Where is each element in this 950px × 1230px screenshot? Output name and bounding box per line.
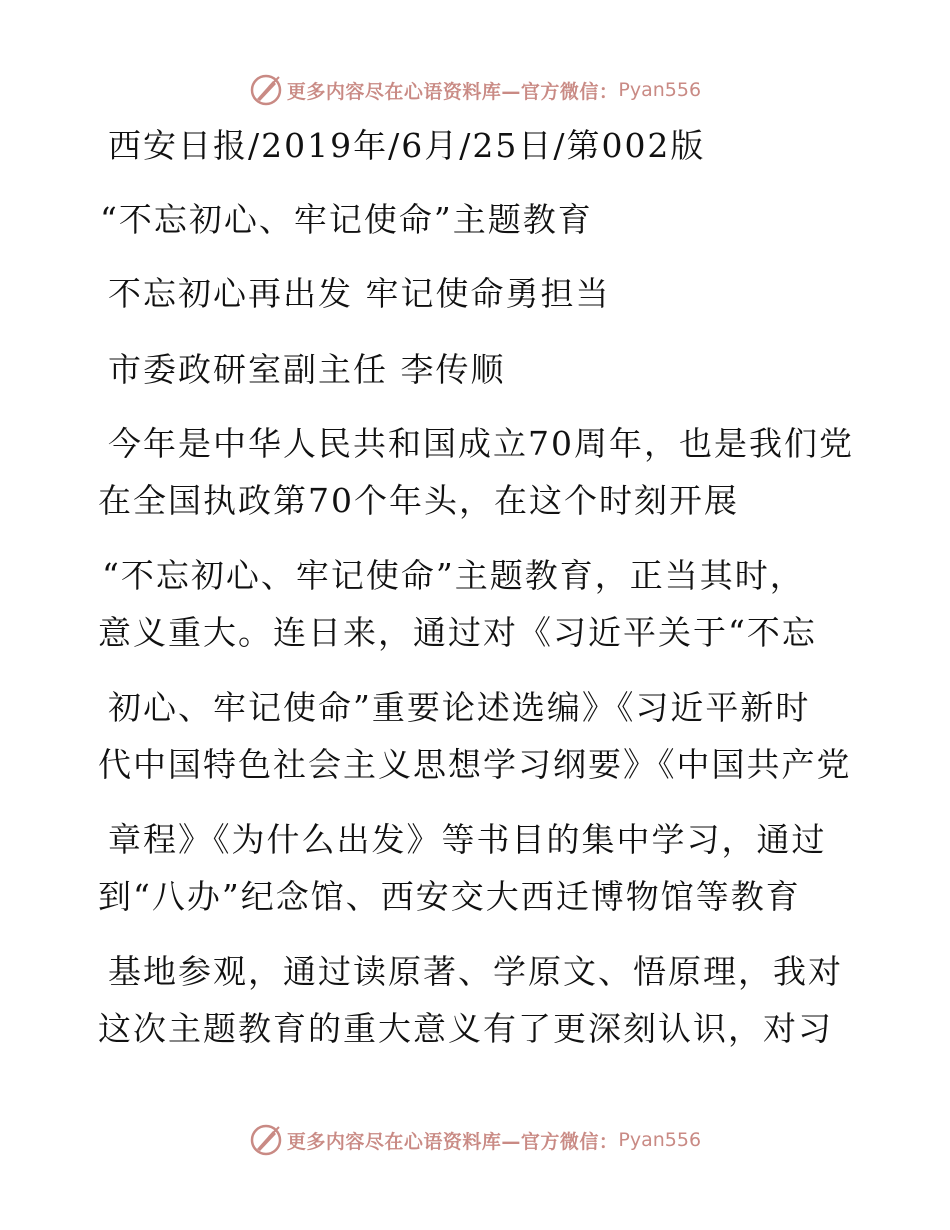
body-line: 基地参观，通过读原著、学原文、悟原理，我对 bbox=[108, 952, 843, 991]
body-line: 代中国特色社会主义思想学习纲要》《中国共产党 bbox=[98, 745, 852, 784]
body-line: “不忘初心、牢记使命”主题教育，正当其时， bbox=[102, 556, 805, 595]
body-line: 今年是中华人民共和国成立70周年，也是我们党 bbox=[108, 424, 854, 463]
quill-pen-circle-icon bbox=[249, 73, 283, 107]
body-line: 章程》《为什么出发》等书目的集中学习，通过 bbox=[108, 820, 827, 859]
body-line: 意义重大。连日来，通过对《习近平关于“不忘 bbox=[98, 613, 817, 652]
newspaper-source-line: 西安日报/2019年/6月/25日/第002版 bbox=[108, 126, 706, 165]
watermark-header bbox=[0, 70, 950, 110]
body-line: 到“八办”纪念馆、西安交大西迁博物馆等教育 bbox=[98, 877, 801, 916]
watermark-wechat-id: Pyan556 bbox=[618, 1129, 702, 1151]
watermark-text: 更多内容尽在心语资料库—官方微信： bbox=[286, 80, 619, 103]
column-title: “不忘初心、牢记使命”主题教育 bbox=[100, 200, 593, 239]
watermark-footer bbox=[0, 1120, 950, 1160]
article-headline: 不忘初心再出发 牢记使命勇担当 bbox=[108, 274, 611, 313]
body-line: 在全国执政第70个年头，在这个时刻开展 bbox=[98, 481, 739, 520]
article-author: 市委政研室副主任 李传顺 bbox=[108, 350, 506, 389]
body-line: 这次主题教育的重大意义有了更深刻认识，对习 bbox=[98, 1009, 833, 1048]
watermark-wechat-id: Pyan556 bbox=[618, 79, 702, 101]
watermark-text: 更多内容尽在心语资料库—官方微信： bbox=[286, 1130, 619, 1153]
quill-pen-circle-icon bbox=[249, 1123, 283, 1157]
body-line: 初心、牢记使命”重要论述选编》《习近平新时 bbox=[108, 688, 811, 727]
